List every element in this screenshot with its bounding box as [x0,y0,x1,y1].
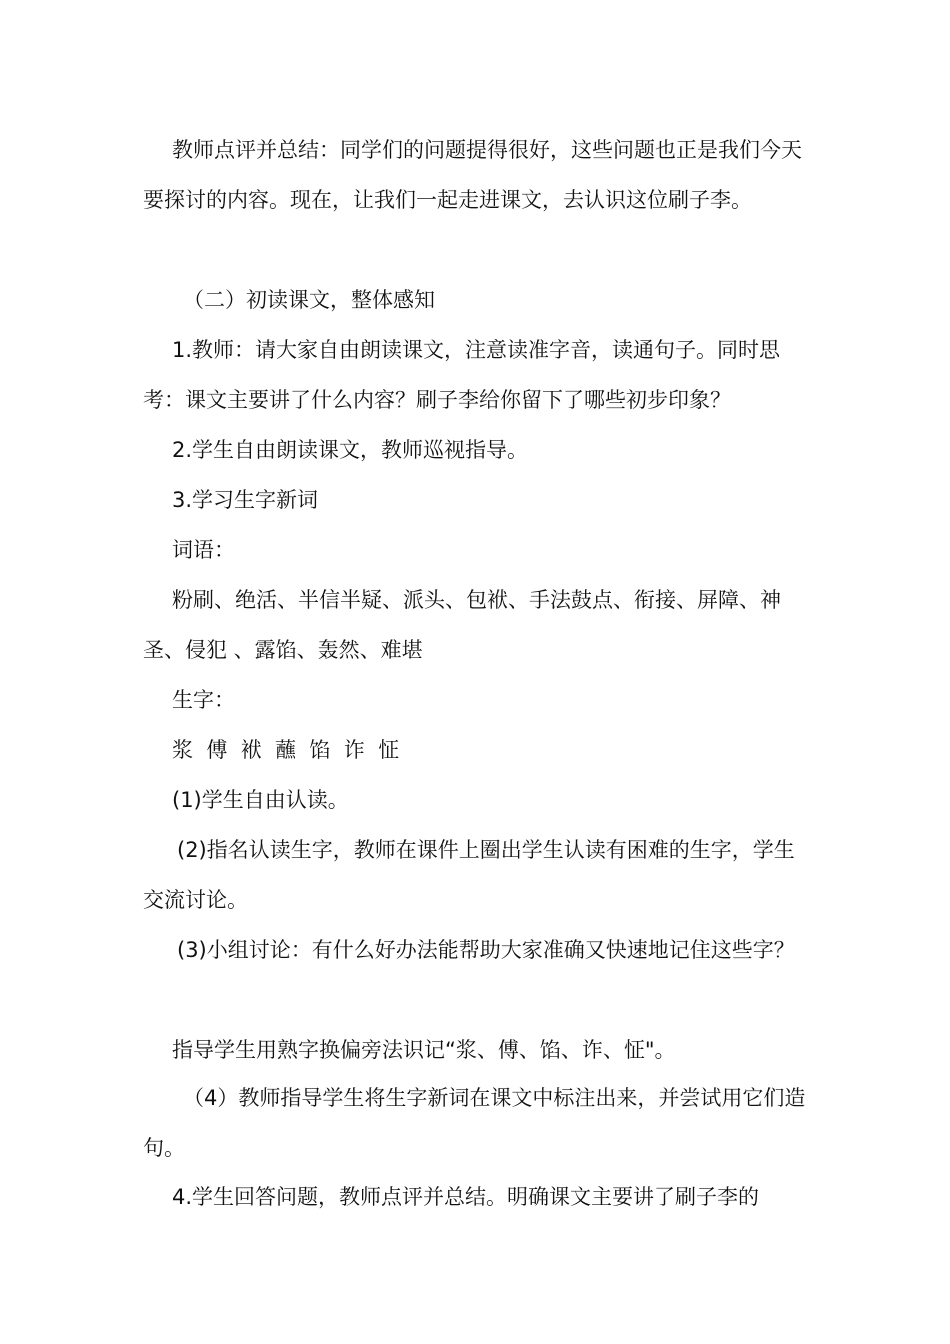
paragraph-step-2: 2.学生自由朗读课文，教师巡视指导。 [172,438,529,462]
new-characters-label: 生字： [172,688,235,712]
paragraph-step-4: 4.学生回答问题，教师点评并总结。明确课文主要讲了刷子李的 [172,1185,760,1209]
paragraph-substep-1: (1)学生自由认读。 [172,788,349,812]
paragraph-guidance: 指导学生用熟字换偏旁法识记“浆、傅、馅、诈、怔"。 [172,1038,676,1062]
vocabulary-list: 粉刷、绝活、半信半疑、派头、包袱、手法鼓点、衔接、屏障、神圣、侵犯 、露馅、轰然、难堪 [143,588,781,662]
paragraph-substep-4: （4）教师指导学生将生字新词在课文中标注出来，并尝试用它们造句。 [143,1086,806,1160]
new-characters-list: 浆 傅 袱 蘸 馅 诈 怔 [172,738,400,762]
paragraph-step-3: 3.学习生字新词 [172,488,319,512]
paragraph-teacher-summary: 教师点评并总结：同学们的问题提得很好，这些问题也正是我们今天要探讨的内容。现在，让我们一起走进课文，去认识这位刷子李。 [143,138,802,212]
section-heading-first-reading: （二）初读课文，整体感知 [183,288,435,312]
paragraph-substep-3: (3)小组讨论：有什么好办法能帮助大家准确又快速地记住这些字？ [177,938,795,962]
paragraph-substep-2: (2)指名认读生字，教师在课件上圈出学生认读有困难的生字，学生交流讨论。 [143,838,795,912]
vocabulary-label: 词语： [172,538,235,562]
paragraph-step-1: 1.教师：请大家自由朗读课文，注意读准字音，读通句子。同时思考：课文主要讲了什么内容？刷子李给你留下了哪些初步印象？ [143,338,781,412]
